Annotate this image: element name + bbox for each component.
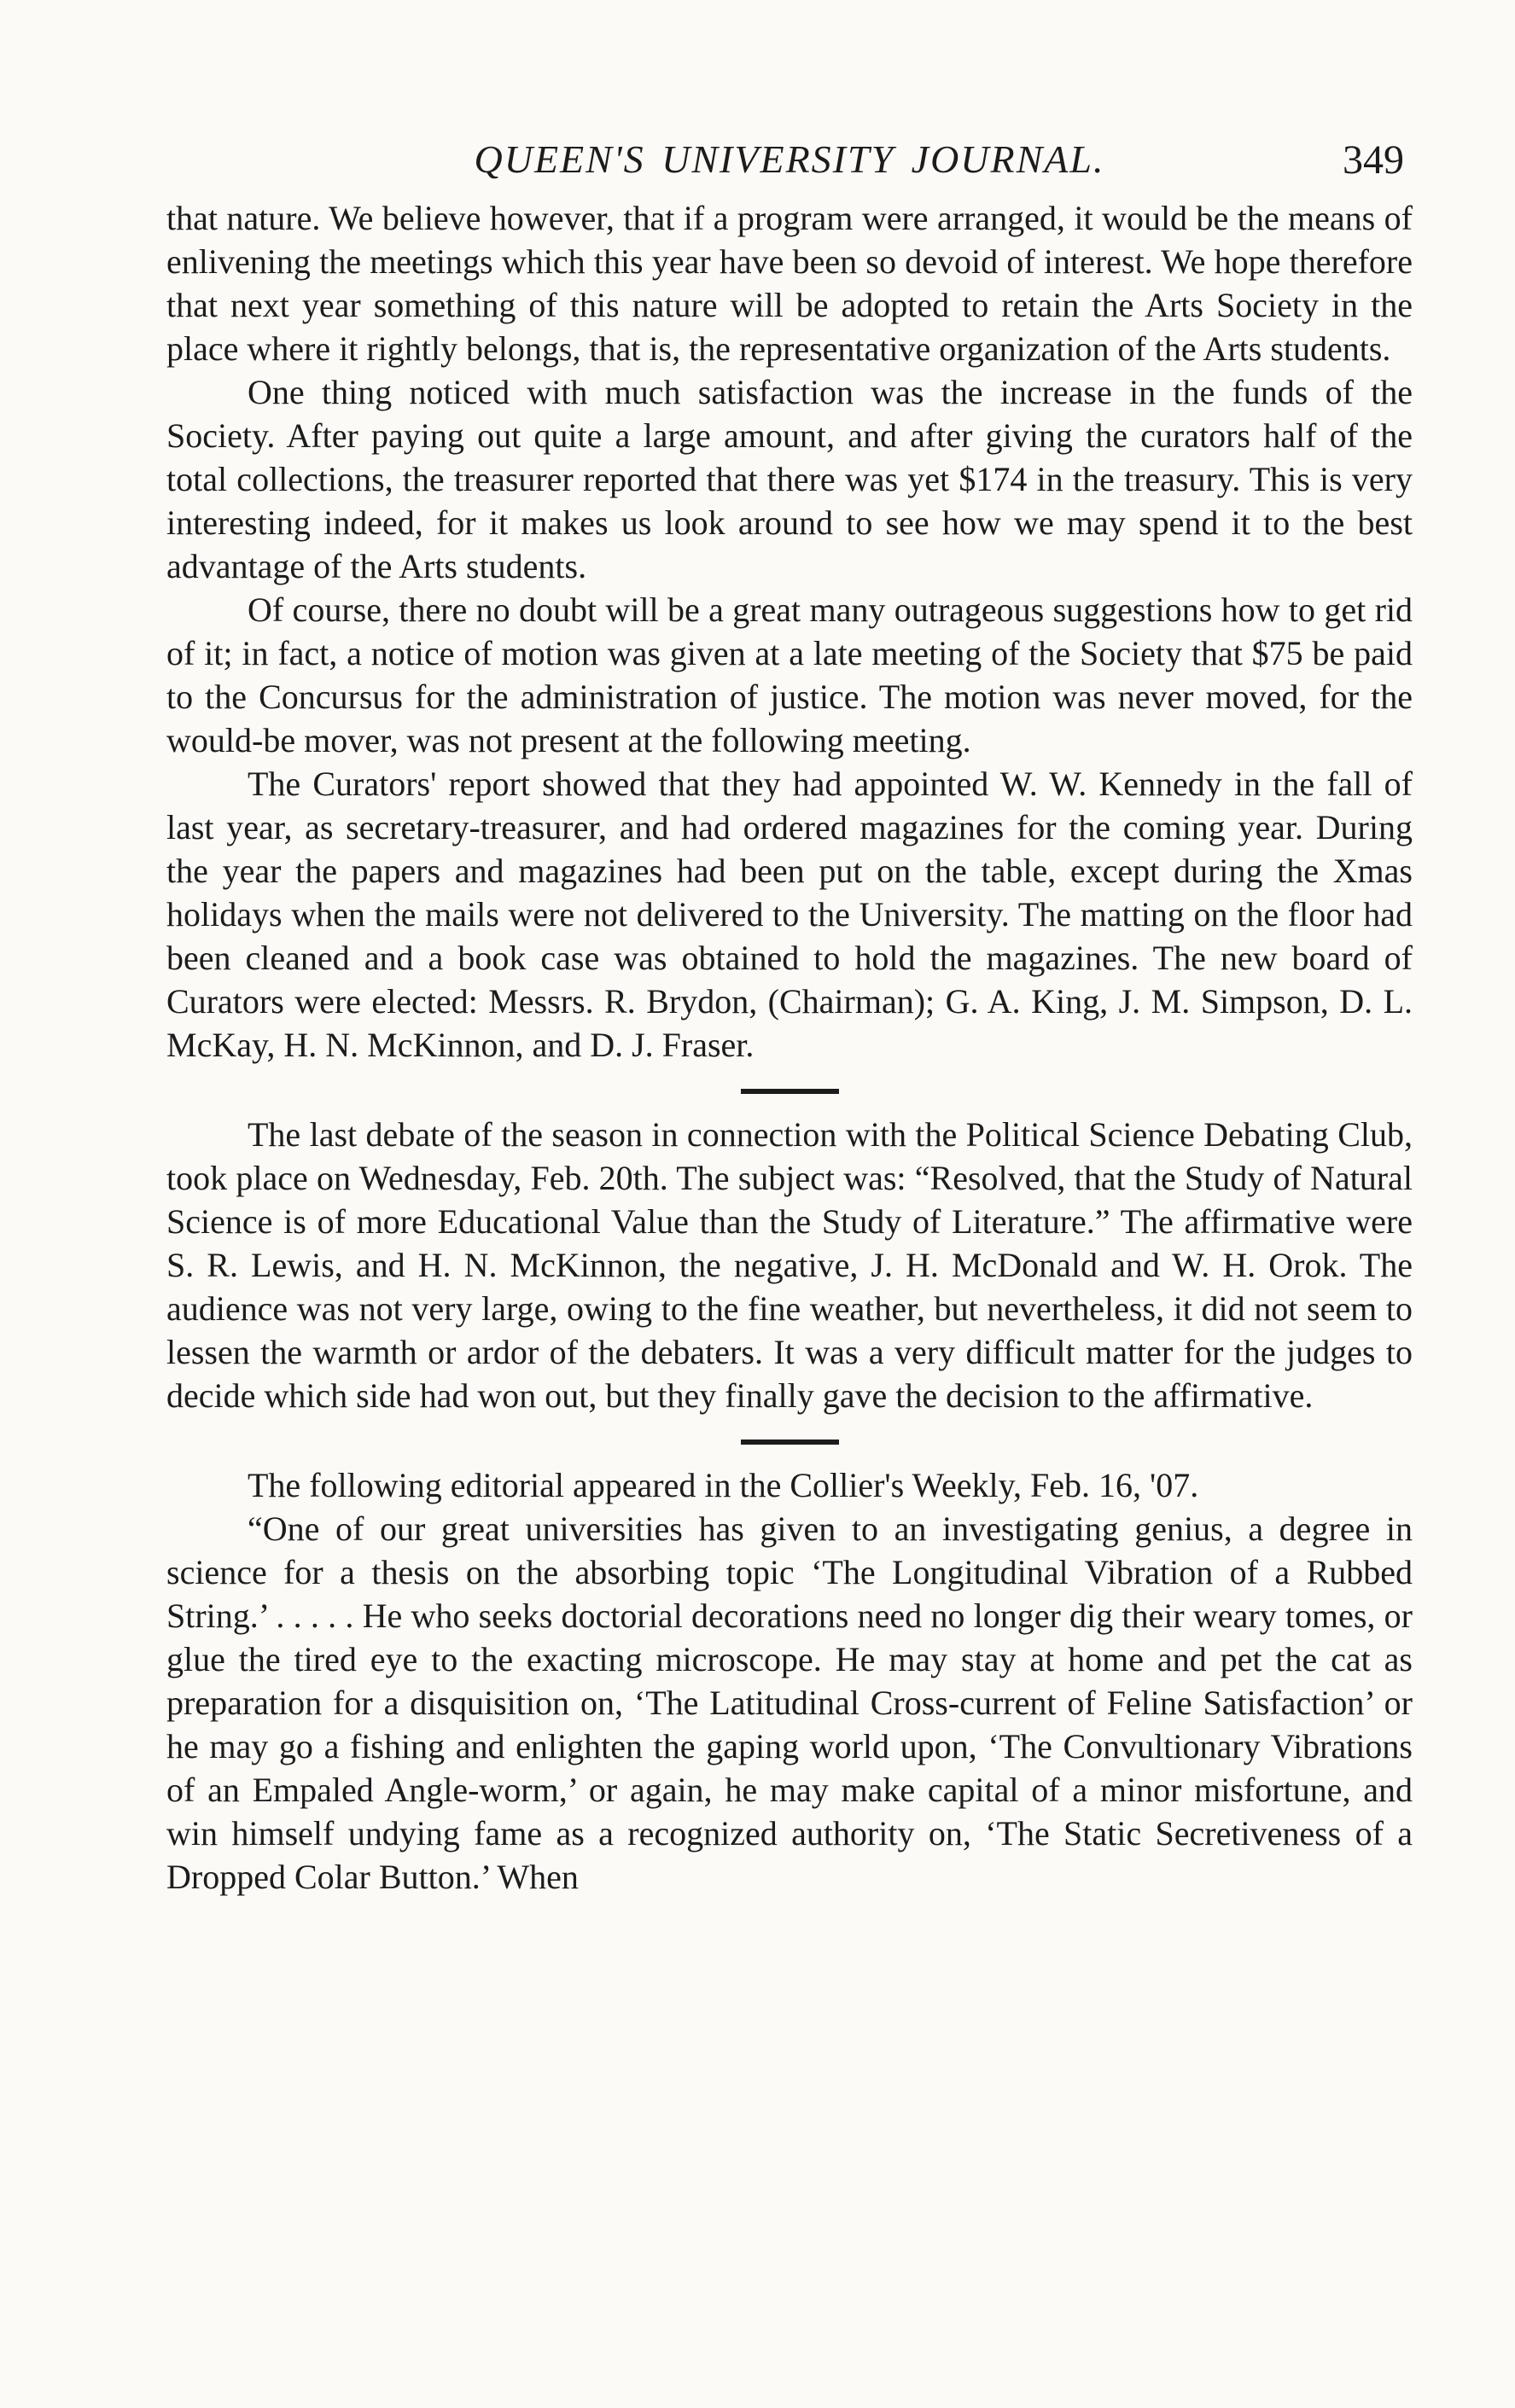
paragraph-editorial-quote: “One of our great universities has given to an investigating genius, a degree in science for a thesis on the absorbing topic ‘The Longitudinal Vibration of a Rubbed String.’ . . . . . He who seeks doctorial decorations need no longer dig their weary tomes, or glue the tired eye to the exacting microscope. He may stay at home and pet the cat as preparation for a disquisition on, ‘The Latitudinal Cross-current of Feline Satisfaction’ or he may go a fishing and enlighten the gaping world upon, ‘The Convultionary Vibrations of an Empaled Angle-worm,’ or again, he may make capital of a minor misfortune, and win himself undying fame as a recognized authority on, ‘The Static Secretiveness of a Dropped Colar Button.’ When — [166, 1509, 1413, 1896]
journal-title: QUEEN'S UNIVERSITY JOURNAL. — [474, 137, 1105, 181]
paragraph-continuation: that nature. We believe however, that if a program were arranged, it would be the means of enlivening the meetings which this year have been so devoid of interest. We hope therefore that next year something of this nature will be adopted to retain the Arts Society in the place where it rightly belongs, that is, the representative organization of the Arts students. — [166, 199, 1413, 368]
paragraph-debate: The last debate of the season in connection with the Political Science Debating Club, took place on Wednesday, Feb. 20th. The subject was: “Resolved, that the Study of Natural Science is of more Educational Value than the Study of Literature.” The affirmative were S. R. Lewis, and H. N. McKinnon, the negative, J. H. McDonald and W. H. Orok. The audience was not very large, owing to the fine weather, but nevertheless, it did not seem to lessen the warmth or ardor of the debaters. It was a very difficult matter for the judges to decide which side had won out, but they finally gave the decision to the affirmative. — [166, 1115, 1413, 1415]
paragraph-curators-report: The Curators' report showed that they had appointed W. W. Kennedy in the fall of last year, as secretary-treasurer, and had ordered magazines for the coming year. During the year the papers and magazines had been put on the table, except during the Xmas holidays when the mails were not delivered to the University. The matting on the floor had been cleaned and a book case was obtained to hold the magazines. The new board of Curators were elected: Messrs. R. Brydon, (Chairman); G. A. King, J. M. Simpson, D. L. McKay, H. N. McKinnon, and D. J. Fraser. — [166, 765, 1413, 1064]
section-divider — [741, 1440, 839, 1445]
paragraph-society-funds: One thing noticed with much satisfaction was the increase in the funds of the Society. After paying out quite a large amount, and after giving the curators half of the total collections, the treasurer reported that there was yet $174 in the treasury. This is very interesting indeed, for it makes us look around to see how we may spend it to the best advantage of the Arts students. — [166, 373, 1413, 585]
page-header — [166, 128, 1413, 196]
paragraph-suggestions: Of course, there no doubt will be a great many outrageous suggestions how to get rid of it; in fact, a notice of motion was given at a late meeting of the Society that $75 be paid to the Concursus for the administration of justice. The motion was never moved, for the would-be mover, was not present at the following meeting. — [166, 590, 1413, 759]
journal-page — [166, 128, 1413, 1899]
paragraph-editorial-intro: The following editorial appeared in the Collier's Weekly, Feb. 16, '07. — [248, 1466, 1199, 1504]
page-number: 349 — [1343, 137, 1404, 183]
section-divider — [741, 1089, 839, 1094]
